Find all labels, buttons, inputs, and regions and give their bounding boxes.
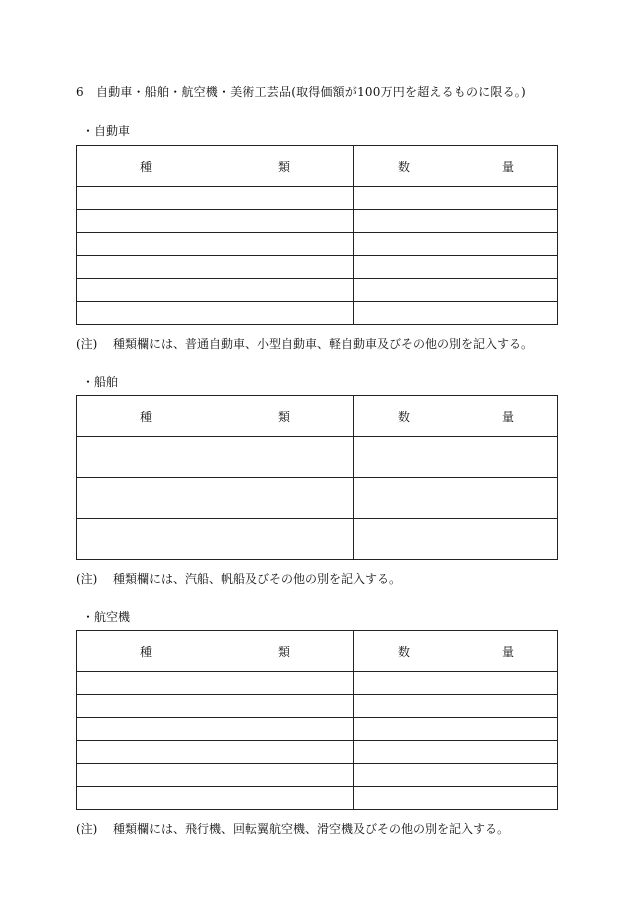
aircraft-section-title: ・航空機: [82, 610, 131, 624]
table-row: [77, 279, 558, 302]
car-section-title: ・自動車: [82, 124, 131, 138]
kind-cell[interactable]: [77, 519, 354, 560]
table-row: [77, 256, 558, 279]
kind-cell[interactable]: [77, 695, 354, 718]
table-row: [77, 187, 558, 210]
quantity-cell[interactable]: [354, 695, 558, 718]
table-row: [77, 764, 558, 787]
kind-column-header: 種 類: [77, 146, 354, 187]
kind-cell[interactable]: [77, 256, 354, 279]
section-heading: [76, 83, 526, 100]
ship-section-title: ・船舶: [82, 375, 119, 389]
kind-cell[interactable]: [77, 478, 354, 519]
kind-cell[interactable]: [77, 764, 354, 787]
kind-column-header: 種 類: [77, 396, 354, 437]
quantity-cell[interactable]: [354, 764, 558, 787]
quantity-cell[interactable]: [354, 210, 558, 233]
table-row: [77, 741, 558, 764]
quantity-column-header: 数 量: [354, 396, 558, 437]
kind-cell[interactable]: [77, 233, 354, 256]
quantity-cell[interactable]: [354, 741, 558, 764]
quantity-cell[interactable]: [354, 718, 558, 741]
car-table: [76, 145, 558, 325]
quantity-cell[interactable]: [354, 672, 558, 695]
section-number: 6: [76, 85, 84, 99]
kind-cell[interactable]: [77, 787, 354, 810]
kind-cell[interactable]: [77, 187, 354, 210]
aircraft-note: (注) 種類欄には、飛行機、回転翼航空機、滑空機及びその他の別を記入する。: [76, 822, 510, 836]
kind-column-header: 種 類: [77, 631, 354, 672]
table-row: [77, 672, 558, 695]
table-row: [77, 210, 558, 233]
kind-cell[interactable]: [77, 741, 354, 764]
kind-cell[interactable]: [77, 210, 354, 233]
table-row: [77, 695, 558, 718]
kind-cell[interactable]: [77, 672, 354, 695]
aircraft-table-header-row: [77, 631, 558, 672]
quantity-cell[interactable]: [354, 787, 558, 810]
quantity-cell[interactable]: [354, 437, 558, 478]
quantity-cell[interactable]: [354, 256, 558, 279]
section-title: 自動車・船舶・航空機・美術工芸品(取得価額が100万円を超えるものに限る。): [96, 85, 526, 99]
table-row: [77, 302, 558, 325]
quantity-cell[interactable]: [354, 187, 558, 210]
kind-cell[interactable]: [77, 279, 354, 302]
table-row: [77, 437, 558, 478]
ship-table-header-row: [77, 396, 558, 437]
quantity-cell[interactable]: [354, 279, 558, 302]
table-row: [77, 787, 558, 810]
ship-note: (注) 種類欄には、汽船、帆船及びその他の別を記入する。: [76, 572, 402, 586]
table-row: [77, 718, 558, 741]
table-row: [77, 478, 558, 519]
quantity-column-header: 数 量: [354, 146, 558, 187]
kind-cell[interactable]: [77, 718, 354, 741]
quantity-cell[interactable]: [354, 302, 558, 325]
quantity-column-header: 数 量: [354, 631, 558, 672]
quantity-cell[interactable]: [354, 519, 558, 560]
aircraft-table: [76, 630, 558, 810]
table-row: [77, 519, 558, 560]
car-table-header-row: [77, 146, 558, 187]
quantity-cell[interactable]: [354, 233, 558, 256]
car-note: (注) 種類欄には、普通自動車、小型自動車、軽自動車及びその他の別を記入する。: [76, 337, 534, 351]
quantity-cell[interactable]: [354, 478, 558, 519]
kind-cell[interactable]: [77, 302, 354, 325]
kind-cell[interactable]: [77, 437, 354, 478]
table-row: [77, 233, 558, 256]
ship-table: [76, 395, 558, 560]
